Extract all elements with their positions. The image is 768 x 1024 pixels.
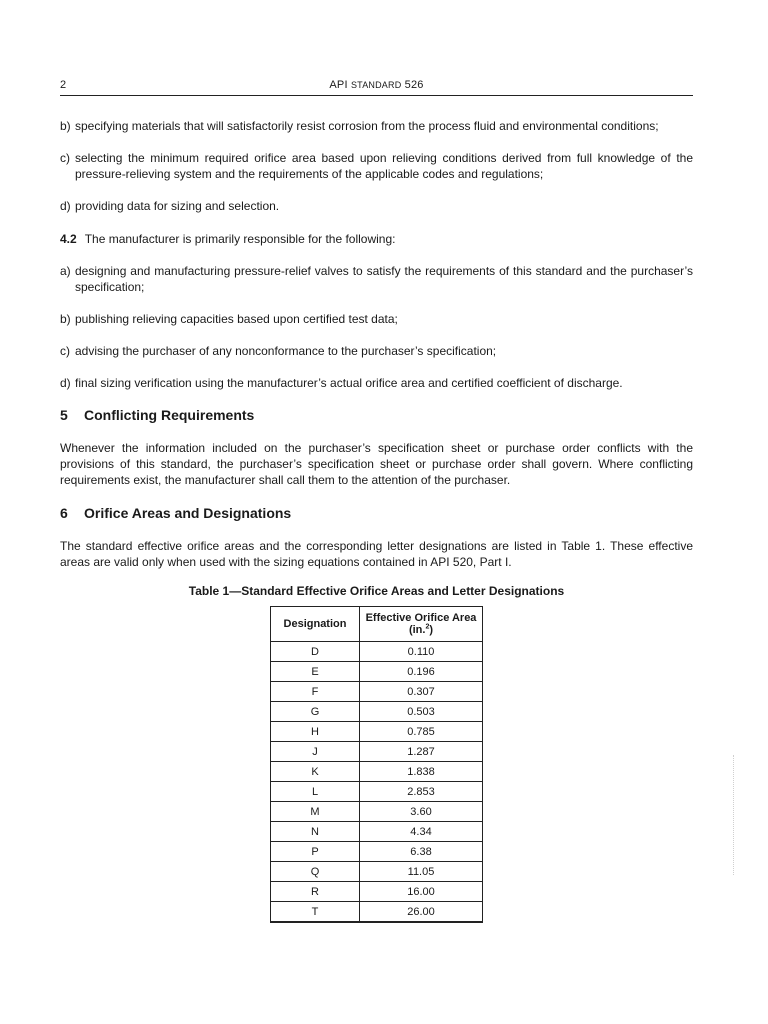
cell-designation: L [271,782,360,802]
cell-area: 6.38 [360,842,483,862]
table-row [271,822,483,842]
list-item-b-materials: b) specifying materials that will satisfactorily resist corrosion from the process fluid and environmental conditions; [60,119,659,133]
page-number: 2 [60,79,67,91]
cell-area: 0.503 [360,702,483,722]
table-header-row [271,607,483,642]
table-row [271,722,483,742]
running-title: API STANDARD 526 [329,79,424,91]
cell-area: 0.785 [360,722,483,742]
table-row [271,882,483,902]
list-item-a-designing: a) designing and manufacturing pressure-relief valves to satisfy the requirements of this standard and the purchaser’s specification; [60,264,693,294]
list-item-d-verification: d) final sizing verification using the manufacturer’s actual orifice area and certified coefficient of discharge. [60,376,623,390]
cell-area: 0.307 [360,682,483,702]
cell-area: 11.05 [360,862,483,882]
table-row [271,862,483,882]
table-row [271,782,483,802]
cell-designation: E [271,662,360,682]
section-5-text: Whenever the information included on the purchaser’s specification sheet or purchase order conflicts with the provisions of this standard, the purchaser’s specification sheet or purchase order shall govern. Where conflicting requirements exist, the manufacturer shall call them to the attention of the purchaser. [60,441,693,487]
orifice-table [270,606,483,923]
cell-designation: K [271,762,360,782]
list-item-c-advising: c) advising the purchaser of any nonconformance to the purchaser’s specification; [60,344,497,358]
section-6-heading: 6 Orifice Areas and Designations [60,505,292,521]
cell-designation: T [271,902,360,923]
list-item-b-publishing: b) publishing relieving capacities based upon certified test data; [60,312,398,326]
margin-mark [733,755,735,875]
table-row [271,842,483,862]
cell-designation: J [271,742,360,762]
header-designation: Designation [271,607,360,642]
list-item-d-data: d) providing data for sizing and selection. [60,199,280,213]
table-row [271,742,483,762]
page-header [60,77,693,96]
cell-designation: M [271,802,360,822]
table-caption: Table 1—Standard Effective Orifice Areas and Letter Designations [188,584,565,598]
cell-area: 0.196 [360,662,483,682]
cell-designation: P [271,842,360,862]
table-body [271,642,483,923]
cell-designation: F [271,682,360,702]
cell-area: 4.34 [360,822,483,842]
cell-designation: R [271,882,360,902]
table-row [271,682,483,702]
list-item-c-orifice-area: c) selecting the minimum required orifice area based upon relieving conditions derived from full knowledge of the pressure-relieving system and the requirements of the applicable codes and regulations; [60,151,693,181]
cell-area: 16.00 [360,882,483,902]
cell-designation: D [271,642,360,662]
header-effective-area: Effective Orifice Area (in.$^2$) [360,607,483,642]
cell-area: 3.60 [360,802,483,822]
cell-designation: H [271,722,360,742]
cell-area: 2.853 [360,782,483,802]
cell-area: 1.838 [360,762,483,782]
section-5-heading: 5 Conflicting Requirements [60,407,255,423]
cell-designation: Q [271,862,360,882]
cell-designation: N [271,822,360,842]
section-6-text: The standard effective orifice areas and the corresponding letter designations are listed in Table 1. These effective areas are valid only when used with the sizing equations contained in API 520, Part I. [60,539,693,569]
cell-designation: G [271,702,360,722]
cell-area: 26.00 [360,902,483,923]
table-row [271,762,483,782]
table-row [271,662,483,682]
cell-area: 0.110 [360,642,483,662]
table-row [271,802,483,822]
section-4-2: 4.2 The manufacturer is primarily responsible for the following: [60,232,396,246]
table-row [271,642,483,662]
table-row [271,902,483,923]
table-row [271,702,483,722]
cell-area: 1.287 [360,742,483,762]
